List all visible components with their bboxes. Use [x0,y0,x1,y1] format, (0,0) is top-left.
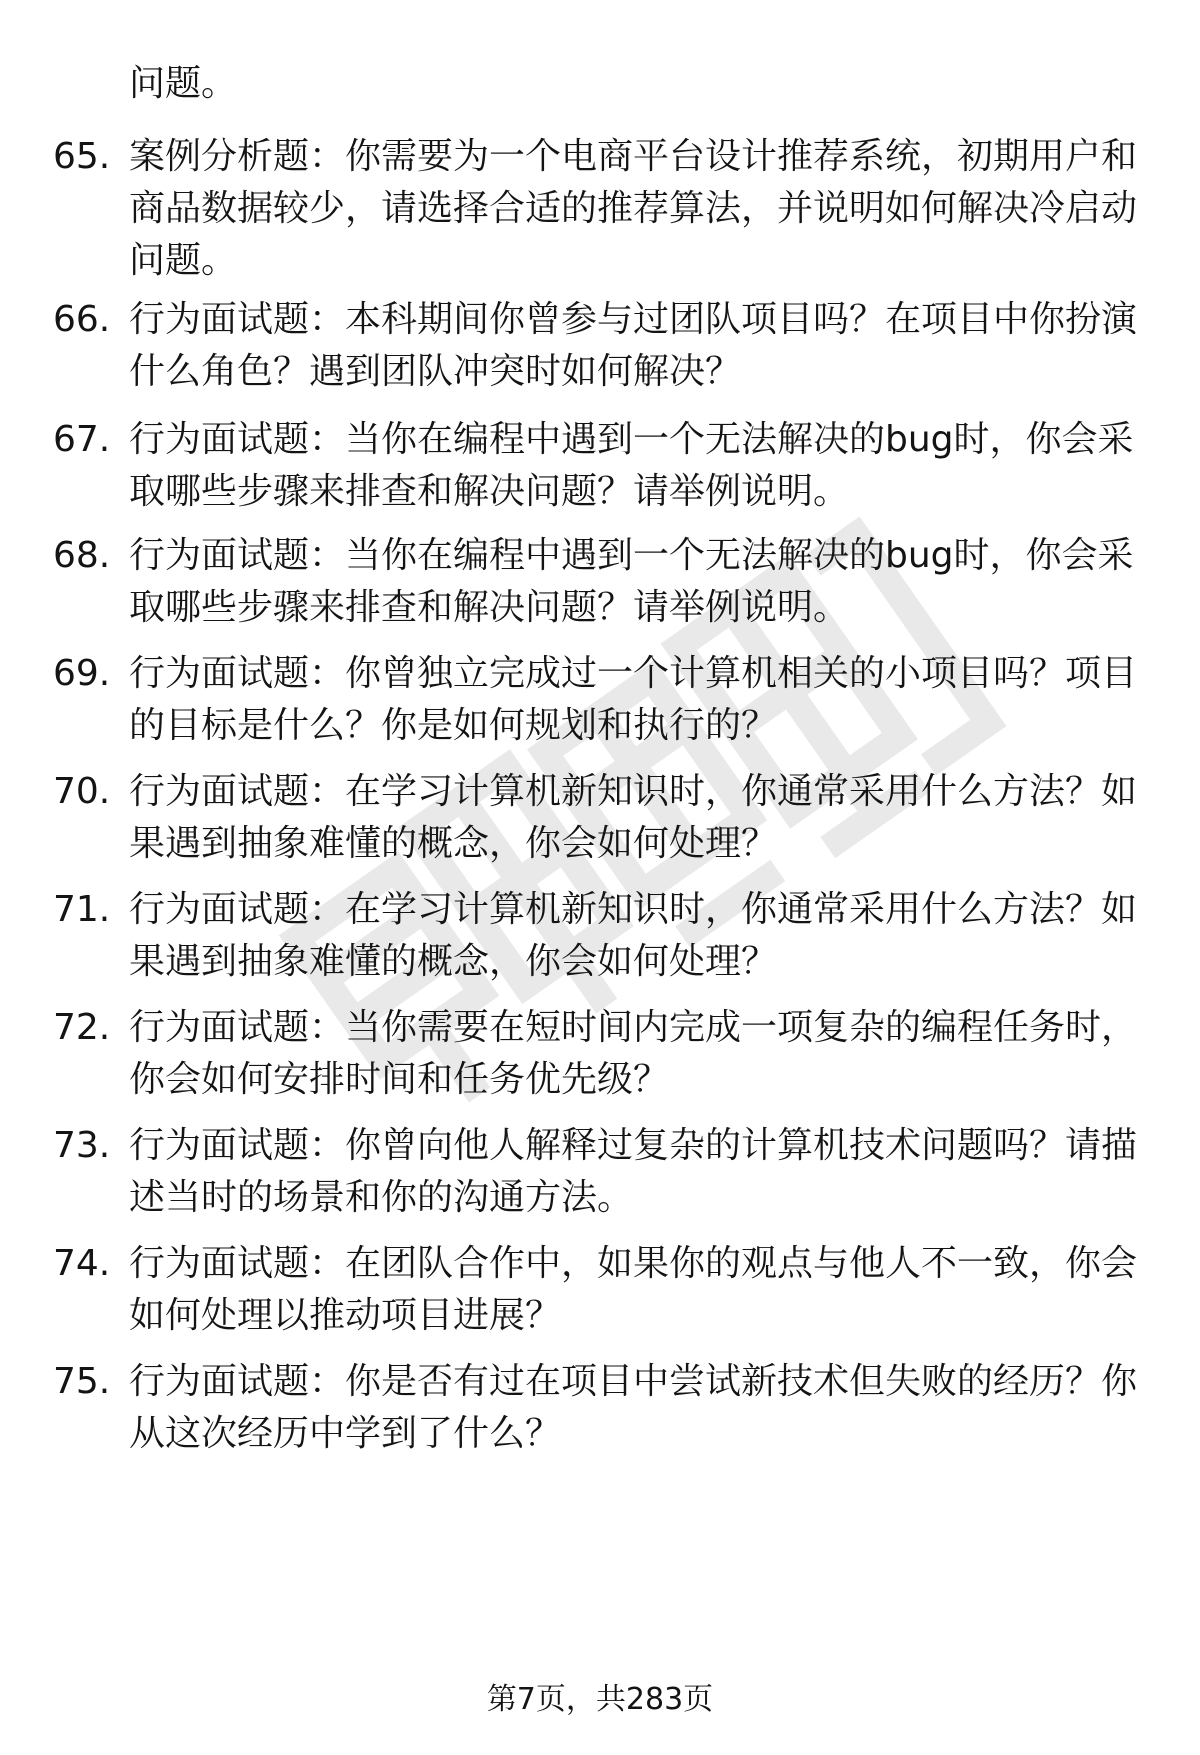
item-number: 73. [53,1125,111,1166]
item-text: 行为面试题：当你需要在短时间内完成一项复杂的编程任务时， 你会如何安排时间和任务优先级？ [129,1007,1138,1100]
item-number: 66. [53,299,111,340]
item-number: 65. [53,136,111,177]
item-text: 行为面试题：在学习计算机新知识时，你通常采用什么方法？如 果遇到抽象难懂的概念，你会如何处理？ [129,771,1138,864]
continuation-text: 问题。 [129,63,238,104]
item-number: 71. [53,889,111,930]
item-number: 67. [53,419,111,460]
item-text: 行为面试题：本科期间你曾参与过团队项目吗？在项目中你扮演 什么角色？遇到团队冲突时如何解决？ [129,299,1138,392]
item-number: 75. [53,1361,111,1402]
item-text: 行为面试题：你是否有过在项目中尝试新技术但失败的经历？你 从这次经历中学到了什么？ [129,1361,1138,1454]
item-text: 行为面试题：你曾独立完成过一个计算机相关的小项目吗？项目 的目标是什么？你是如何规划和执行的？ [129,653,1138,746]
item-text: 行为面试题：当你在编程中遇到一个无法解决的bug时，你会采 取哪些步骤来排查和解决问题？请举例说明。 [129,419,1134,512]
item-number: 69. [53,653,111,694]
item-number: 72. [53,1007,111,1048]
item-text: 行为面试题：在学习计算机新知识时，你通常采用什么方法？如 果遇到抽象难懂的概念，你会如何处理？ [129,889,1138,982]
item-text: 行为面试题：当你在编程中遇到一个无法解决的bug时，你会采 取哪些步骤来排查和解决问题？请举例说明。 [129,535,1134,628]
item-text: 案例分析题：你需要为一个电商平台设计推荐系统，初期用户和 商品数据较少，请选择合适的推荐算法，并说明如何解决冷启动 问题。 [129,136,1138,281]
item-number: 74. [53,1243,111,1284]
page-number-footer: 第7页，共283页 [486,1682,714,1717]
item-number: 68. [53,535,111,576]
item-number: 70. [53,771,111,812]
item-text: 行为面试题：你曾向他人解释过复杂的计算机技术问题吗？请描 述当时的场景和你的沟通方法。 [129,1125,1138,1218]
item-text: 行为面试题：在团队合作中，如果你的观点与他人不一致，你会 如何处理以推动项目进展？ [129,1243,1138,1336]
